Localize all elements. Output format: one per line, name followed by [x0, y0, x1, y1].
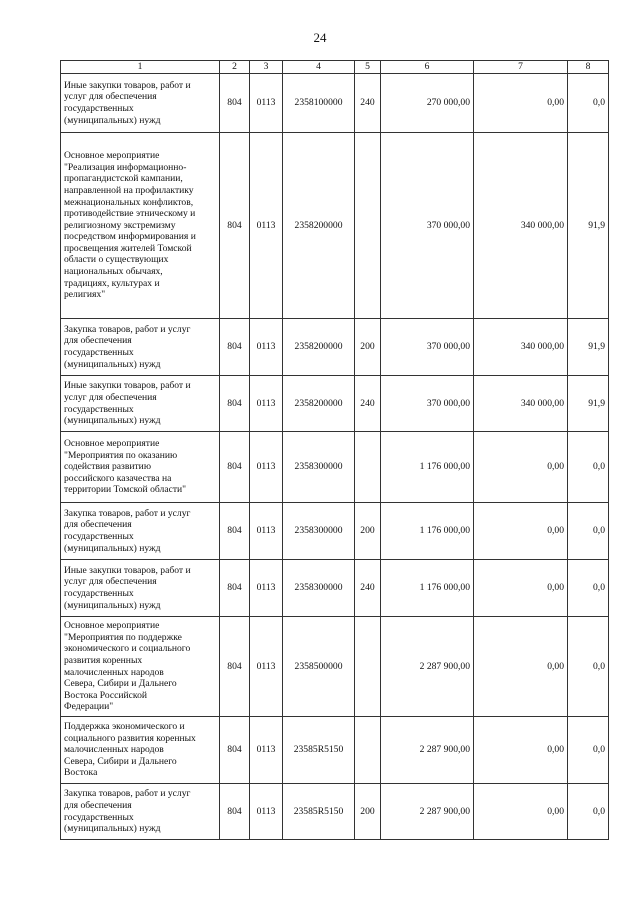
table-row	[61, 560, 609, 617]
budget-table	[60, 60, 609, 840]
cell-percent: 0,0	[568, 503, 609, 560]
cell-section: 0113	[250, 432, 283, 503]
cell-plan: 1 176 000,00	[381, 560, 474, 617]
cell-target: 2358200000	[283, 319, 355, 376]
cell-target: 23585R5150	[283, 784, 355, 840]
column-header: 4	[283, 61, 355, 74]
table-row	[61, 503, 609, 560]
cell-code: 804	[220, 784, 250, 840]
cell-code: 804	[220, 376, 250, 432]
table-row	[61, 617, 609, 717]
cell-fact: 0,00	[474, 784, 568, 840]
cell-target: 2358300000	[283, 560, 355, 617]
cell-percent: 0,0	[568, 784, 609, 840]
row-name: Закупка товаров, работ и услуг для обеспечения государственных (муниципальных) нужд	[61, 319, 220, 376]
cell-type	[355, 617, 381, 717]
cell-target: 2358300000	[283, 432, 355, 503]
column-header: 1	[61, 61, 220, 74]
cell-percent: 0,0	[568, 617, 609, 717]
cell-type: 200	[355, 784, 381, 840]
column-header: 8	[568, 61, 609, 74]
cell-target: 2358200000	[283, 133, 355, 319]
cell-fact: 0,00	[474, 717, 568, 784]
cell-section: 0113	[250, 617, 283, 717]
table-row	[61, 717, 609, 784]
cell-plan: 2 287 900,00	[381, 784, 474, 840]
cell-fact: 340 000,00	[474, 376, 568, 432]
cell-target: 2358300000	[283, 503, 355, 560]
cell-code: 804	[220, 560, 250, 617]
cell-code: 804	[220, 133, 250, 319]
row-name: Иные закупки товаров, работ и услуг для обеспечения государственных (муниципальных) нужд	[61, 376, 220, 432]
cell-target: 2358500000	[283, 617, 355, 717]
cell-fact: 0,00	[474, 503, 568, 560]
cell-type	[355, 133, 381, 319]
table-row	[61, 376, 609, 432]
cell-fact: 340 000,00	[474, 319, 568, 376]
cell-percent: 91,9	[568, 319, 609, 376]
table-row	[61, 432, 609, 503]
cell-code: 804	[220, 617, 250, 717]
cell-fact: 0,00	[474, 560, 568, 617]
cell-section: 0113	[250, 717, 283, 784]
cell-percent: 0,0	[568, 74, 609, 133]
column-header: 5	[355, 61, 381, 74]
row-name: Основное мероприятие "Реализация информационно- пропагандистской кампании, направленной на профилактику межнациональных конфликтов, противодействие этническому и религиозному экстремизму посредством информирования и просвещения жителей Томской области о существующих национальных обычаях, традициях, культурах и религиях"	[61, 133, 220, 319]
table-row	[61, 319, 609, 376]
row-name: Основное мероприятие "Мероприятия по оказанию содействия развитию российского казачества на территории Томской области"	[61, 432, 220, 503]
cell-type: 240	[355, 560, 381, 617]
row-name: Иные закупки товаров, работ и услуг для обеспечения государственных (муниципальных) нужд	[61, 74, 220, 133]
cell-section: 0113	[250, 376, 283, 432]
cell-target: 2358100000	[283, 74, 355, 133]
cell-code: 804	[220, 503, 250, 560]
cell-section: 0113	[250, 560, 283, 617]
column-header: 2	[220, 61, 250, 74]
cell-percent: 0,0	[568, 560, 609, 617]
cell-plan: 370 000,00	[381, 319, 474, 376]
cell-plan: 370 000,00	[381, 376, 474, 432]
cell-section: 0113	[250, 74, 283, 133]
row-name: Основное мероприятие "Мероприятия по поддержке экономического и социального развития коренных малочисленных народов Севера, Сибири и Дальнего Востока Российской Федерации"	[61, 617, 220, 717]
cell-type: 200	[355, 503, 381, 560]
cell-percent: 91,9	[568, 133, 609, 319]
page-number: 24	[313, 30, 327, 45]
cell-plan: 2 287 900,00	[381, 717, 474, 784]
column-header: 7	[474, 61, 568, 74]
cell-percent: 0,0	[568, 717, 609, 784]
cell-plan: 1 176 000,00	[381, 503, 474, 560]
table-row	[61, 133, 609, 319]
cell-plan: 270 000,00	[381, 74, 474, 133]
cell-fact: 0,00	[474, 74, 568, 133]
row-name: Закупка товаров, работ и услуг для обеспечения государственных (муниципальных) нужд	[61, 784, 220, 840]
cell-code: 804	[220, 717, 250, 784]
cell-plan: 2 287 900,00	[381, 617, 474, 717]
table-row	[61, 74, 609, 133]
cell-type	[355, 432, 381, 503]
column-header: 6	[381, 61, 474, 74]
cell-type	[355, 717, 381, 784]
cell-section: 0113	[250, 784, 283, 840]
cell-type: 240	[355, 376, 381, 432]
cell-code: 804	[220, 319, 250, 376]
cell-code: 804	[220, 74, 250, 133]
cell-fact: 0,00	[474, 617, 568, 717]
row-name: Иные закупки товаров, работ и услуг для обеспечения государственных (муниципальных) нужд	[61, 560, 220, 617]
cell-type: 240	[355, 74, 381, 133]
cell-type: 200	[355, 319, 381, 376]
cell-fact: 340 000,00	[474, 133, 568, 319]
row-name: Закупка товаров, работ и услуг для обеспечения государственных (муниципальных) нужд	[61, 503, 220, 560]
cell-target: 23585R5150	[283, 717, 355, 784]
cell-fact: 0,00	[474, 432, 568, 503]
cell-percent: 0,0	[568, 432, 609, 503]
cell-target: 2358200000	[283, 376, 355, 432]
cell-section: 0113	[250, 503, 283, 560]
header-row	[61, 61, 609, 74]
cell-section: 0113	[250, 319, 283, 376]
table-row	[61, 784, 609, 840]
cell-plan: 370 000,00	[381, 133, 474, 319]
column-header: 3	[250, 61, 283, 74]
cell-section: 0113	[250, 133, 283, 319]
cell-percent: 91,9	[568, 376, 609, 432]
cell-plan: 1 176 000,00	[381, 432, 474, 503]
cell-code: 804	[220, 432, 250, 503]
row-name: Поддержка экономического и социального развития коренных малочисленных народов Севера, Сибири и Дальнего Востока	[61, 717, 220, 784]
